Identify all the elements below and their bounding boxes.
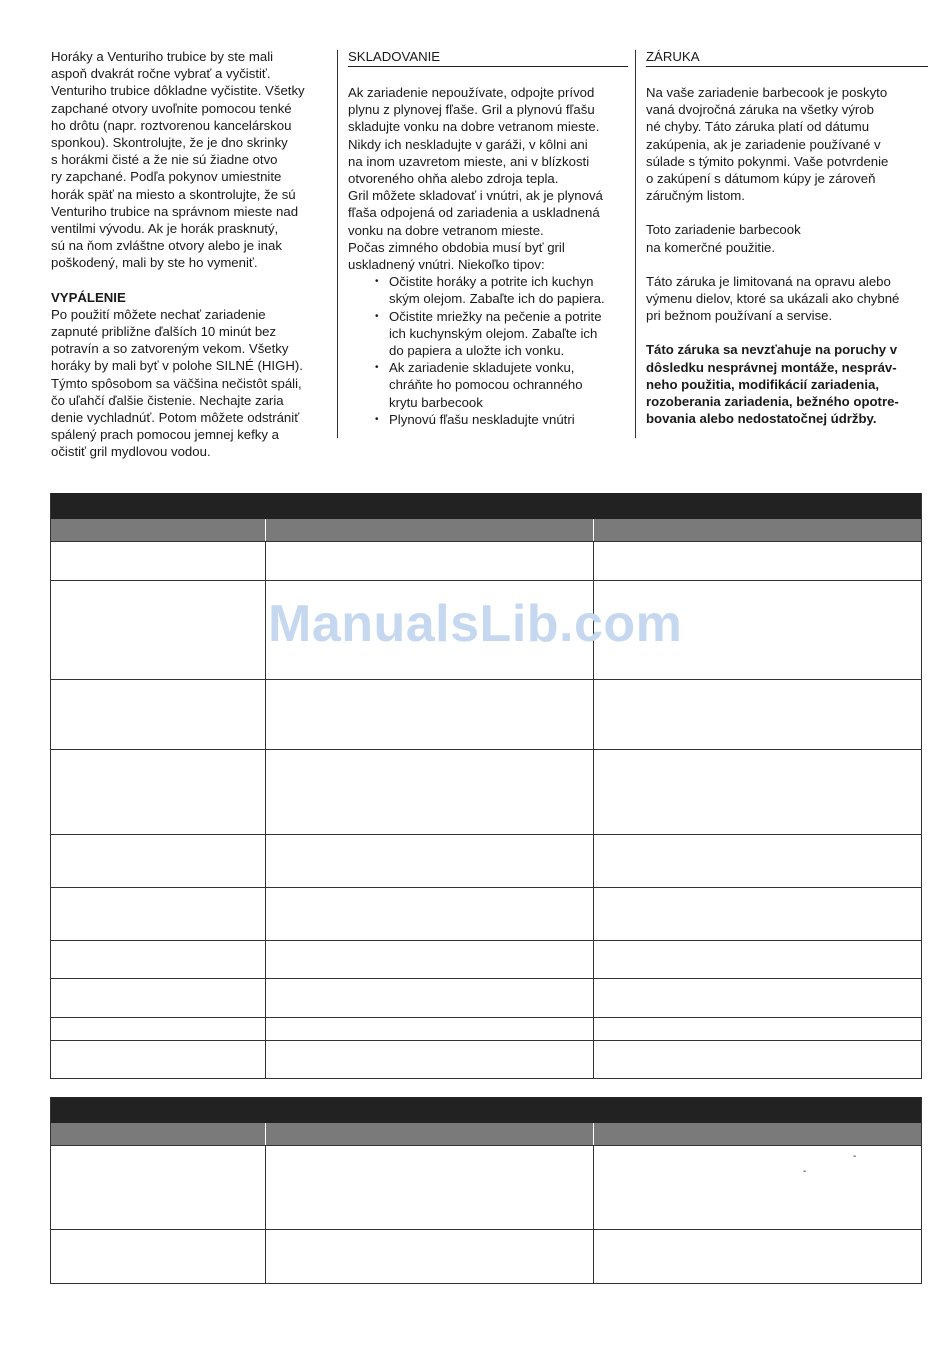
stray-mark: - (853, 1151, 857, 1162)
table-header-row (51, 1123, 921, 1145)
table-row (51, 1145, 921, 1229)
table-row (51, 1229, 921, 1283)
warranty-text: Na vaše zariadenie barbecook je poskyto vaná dvojročná záruka na všetky výrob né chyby. Táto záruka platí od dátumu zakúpenia, ak je zariadenie používané v súlade s týmito pokynmi. Vaše potvrdenie o zakúpení s dátumom kúpy je zároveň záručným listom. (646, 85, 889, 204)
column-warranty (646, 48, 928, 427)
table-row (51, 749, 921, 834)
table-row (51, 978, 921, 1017)
warranty-commercial-text: Toto zariadenie barbecook na komerčné použitie. (646, 222, 801, 255)
burner-cleaning-text: Horáky a Venturiho trubice by ste mali aspoň dvakrát ročne vybrať a vyčistiť. Venturiho trubice dôkladne vyčistite. Všetky zapchané otvory uvoľnite pomocou tenké ho drôtu (napr. roztvorenou kancelárskou sponkou). Skontrolujte, že je dno skrinky s horákmi čisté a že nie sú žiadne otvo ry zapchané. Podľa pokynov umiestnite horák späť na miesto a skontrolujte, že sú Venturiho trubice na správnom mieste nad ventilmi vývodu. Ak je horák prasknutý, sú na ňom zvláštne otvory alebo je inak poškodený, mali by ste ho vymeniť. (51, 49, 305, 271)
table-row (51, 679, 921, 749)
warranty-title: ZÁRUKA (646, 48, 928, 67)
table-header-cell (266, 1123, 594, 1145)
column-divider (337, 50, 338, 438)
table-header-cell (266, 519, 594, 541)
table-row (51, 541, 921, 580)
column-maintenance (51, 48, 333, 461)
table-header-cell (594, 519, 921, 541)
warranty-limit-text: Táto záruka je limitovaná na opravu alebo výmenu dielov, ktoré sa ukázali ako chybné pri bežnom používaní a servise. (646, 273, 900, 324)
list-item: • Očistite mriežky na pečenie a potrite ich kuchynským olejom. Zabaľte ich do papiera a uložte ich vonku. (389, 308, 628, 360)
second-table (50, 1097, 922, 1284)
table-header-row (51, 519, 921, 541)
burn-off-heading: VYPÁLENIE (51, 289, 126, 305)
burn-off-text: Po použití môžete nechať zariadenie zapnuté približne ďalších 10 minút bez potravín a so zatvoreným vekom. Všetky horáky by mali byť v polohe SILNÉ (HIGH). Týmto spôsobom sa väčšina nečistôt spáli, čo uľahčí ďalšie čistenie. Nechajte zaria denie vychladnúť. Potom môžete odstrániť spálený prach pomocou jemnej kefky a očistiť gril mydlovou vodou. (51, 306, 303, 460)
storage-text: Ak zariadenie nepoužívate, odpojte prívod plynu z plynovej fľaše. Gril a plynovú fľašu skladujte vonku na dobre vetranom mieste. Nikdy ich neskladujte v garáži, v kôlni ani na inom uzavretom mieste, ani v blízkosti otvoreného ohňa alebo zdroja tepla. Gril môžete skladovať i vnútri, ak je plynová fľaša odpojená od zariadenia a uskladnená vonku na dobre vetranom mieste. Počas zimného obdobia musí byť gril uskladnený vnútri. Niekoľko tipov: (348, 85, 603, 273)
table-header-cell (51, 1123, 266, 1145)
table-title-bar (51, 1097, 921, 1123)
warranty-exclusion-text: Táto záruka sa nevzťahuje na poruchy v dôsledku nesprávnej montáže, nespráv- neho použitia, modifikácií zariadenia, rozoberania zariadenia, bežného opotre- bovania alebo nedostatočnej údržby. (646, 342, 899, 427)
table-row (51, 834, 921, 887)
table-row (51, 1017, 921, 1040)
table-header-cell (594, 1123, 921, 1145)
column-storage (348, 48, 628, 428)
list-item: • Plynovú fľašu neskladujte vnútri (389, 411, 628, 428)
table-row (51, 887, 921, 940)
storage-tips-list (348, 273, 628, 428)
table-title-bar (51, 493, 921, 519)
troubleshooting-table (50, 493, 922, 1079)
watermark-text: ManualsLib.com (268, 595, 683, 653)
table-header-cell (51, 519, 266, 541)
storage-title: SKLADOVANIE (348, 48, 628, 67)
list-item: • Očistite horáky a potrite ich kuchyn ským olejom. Zabaľte ich do papiera. (389, 273, 628, 307)
stray-mark: - (803, 1166, 807, 1177)
table-row (51, 1040, 921, 1078)
column-divider (635, 50, 636, 438)
list-item: • Ak zariadenie skladujete vonku, chráňte ho pomocou ochranného krytu barbecook (389, 359, 628, 411)
table-row (51, 940, 921, 978)
